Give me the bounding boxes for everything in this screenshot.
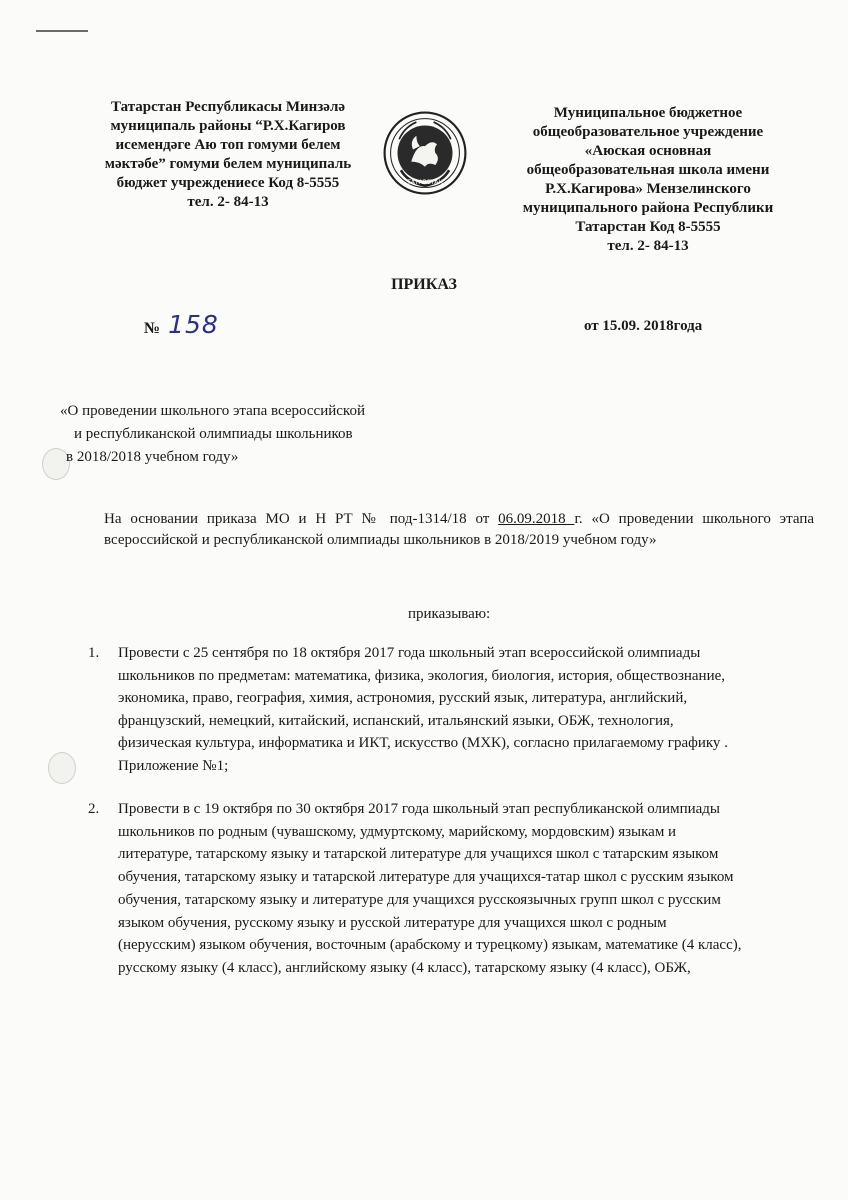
item-line: Провести в с 19 октября по 30 октября 2017 года школьный этап республиканской олимпиады [118, 801, 720, 817]
header-right-line: «Аюская основная [584, 143, 712, 159]
item-number: 2. [88, 801, 100, 817]
emblem-text: ТАТАРСТАН [407, 178, 443, 186]
item-line: французский, немецкий, китайский, испанский, итальянский языки, ОБЖ, технология, [118, 712, 674, 729]
item-line: литературе, татарскому языку и татарской литературе для учащихся школ с татарским языком [118, 846, 719, 863]
basis-paragraph [104, 509, 814, 551]
header-right-line: общеобразовательная школа имени [526, 162, 770, 178]
basis-text: г. «О проведении школьного этапа всероссийской и республиканской олимпиады школьников в 2018/2019 учебном году» [104, 511, 814, 548]
item-number: 1. [88, 645, 100, 661]
item-line: обучения, татарскому языку и литературе для учащихся русскоязычных групп школ с русским [118, 891, 721, 908]
header-right-block [490, 104, 806, 256]
item-line: (нерусским) языком обучения, восточным (арабскому и турецкому) языкам, математике (4 класс), [118, 937, 742, 954]
header-right-line: муниципального района Республики [522, 200, 774, 216]
list-item [88, 798, 818, 980]
header-left-line: бюджет учреждениесе Код 8-5555 [116, 175, 340, 191]
page-title: ПРИКАЗ [391, 276, 457, 293]
item-line: экономика, право, география, химия, астрономия, русский язык, литература, английский, [118, 690, 688, 706]
item-line: Приложение №1; [118, 757, 229, 774]
header-right-line: Р.Х.Кагирова» Мензелинского [545, 181, 751, 197]
order-items-list [88, 642, 818, 980]
basis-date: 06.09.2018 [498, 511, 575, 527]
header-right-line: Муниципальное бюджетное [553, 105, 743, 121]
header-left-line: тел. 2- 84-13 [187, 194, 269, 210]
subject-line: «О проведении школьного этапа всероссийской [60, 403, 365, 419]
header-left-line: Татарстан Республикасы Минзәлә [110, 99, 346, 115]
order-number-label: № [144, 320, 161, 337]
order-subject [60, 400, 440, 469]
punch-hole [48, 752, 76, 784]
list-item [88, 642, 818, 777]
item-line: школьников по предметам: математика, физика, экология, биология, история, обществознание, [118, 667, 726, 684]
order-word: приказываю: [408, 606, 491, 622]
header-right-line: Татарстан Код 8-5555 [575, 219, 721, 235]
header-left-line: муниципаль районы “Р.Х.Кагиров [110, 118, 346, 134]
item-line: русскому языку (4 класс), английскому языку (4 класс), татарскому языку (4 класс), ОБЖ, [118, 959, 691, 976]
order-number [144, 310, 219, 339]
header-left-line: мәктәбе” гомуми белем муниципаль [104, 156, 352, 172]
subject-line: и республиканской олимпиады школьников [74, 426, 353, 442]
header-left-block [82, 98, 374, 212]
header-left-line: исемендәге Аю топ гомуми белем [115, 137, 341, 153]
item-line: обучения, татарскому языку и татарской литературе для учащихся-татар школ с русским языком [118, 869, 734, 886]
order-number-handwritten: 158 [168, 310, 219, 339]
scan-artifact-line [36, 30, 88, 32]
header-right-line: общеобразовательное учреждение [532, 124, 764, 140]
item-line: Провести с 25 сентября по 18 октября 2017 года школьный этап всероссийской олимпиады [118, 645, 701, 661]
item-line: школьников по родным (чувашскому, удмуртскому, марийскому, мордовским) языкам и [118, 823, 677, 840]
header-right-line: тел. 2- 84-13 [607, 238, 689, 254]
tatarstan-emblem-icon [382, 110, 468, 196]
item-line: языком обучения, русскому языку и русской литературе для учащихся школ с родным [118, 914, 667, 931]
item-line: физическая культура, информатика и ИКТ, искусство (МХК), согласно прилагаемому графику . [118, 735, 728, 751]
basis-text: На основании приказа МО и Н РТ № под-1314/18 от [104, 511, 499, 527]
order-date: от 15.09. 2018года [584, 318, 703, 334]
subject-line: в 2018/2018 учебном году» [66, 449, 239, 465]
